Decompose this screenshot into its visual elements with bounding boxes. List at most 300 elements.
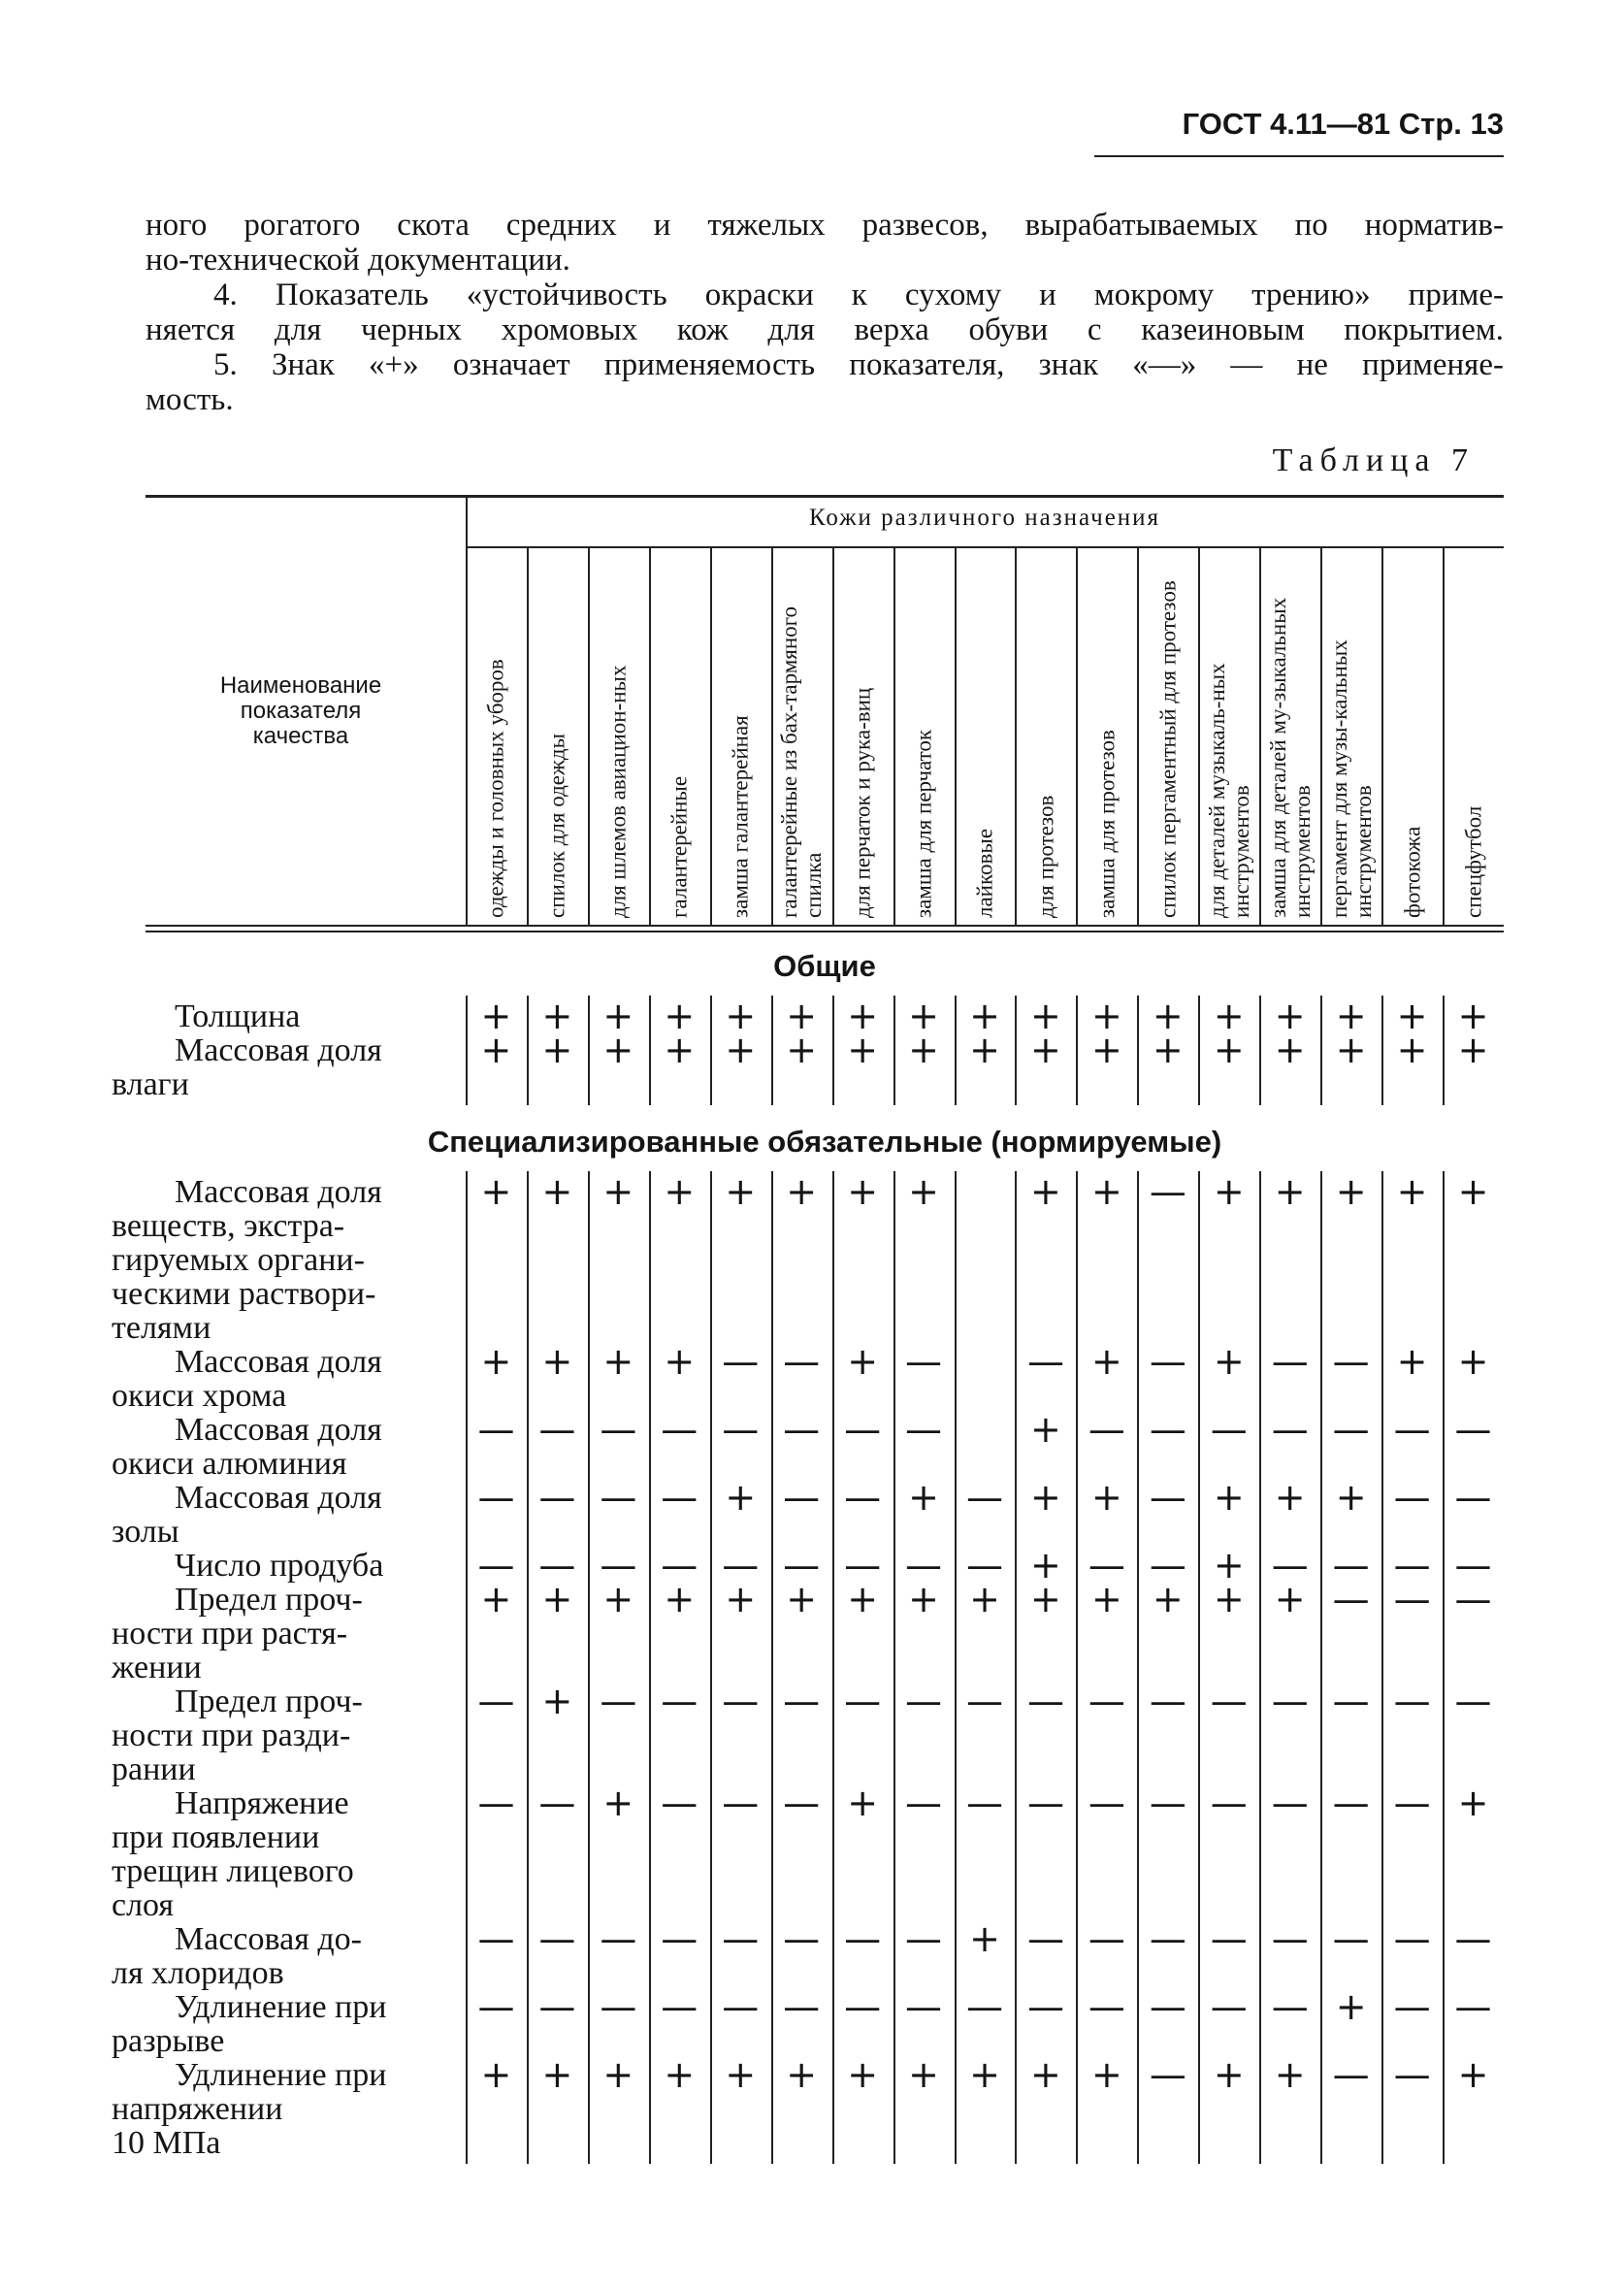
plus-mark: +	[908, 1170, 939, 1213]
dash-mark: —	[722, 1782, 760, 1824]
dash-mark: —	[1149, 1544, 1186, 1586]
plus-mark: +	[480, 1578, 512, 1620]
dash-mark: —	[905, 1544, 943, 1586]
dash-mark: —	[1332, 1408, 1370, 1451]
plus-mark: +	[725, 1029, 757, 1071]
intro-line: няется для черных хромовых кож для верха обуви с казеиновым покрытием.	[146, 312, 1504, 347]
plus-mark: +	[480, 1029, 512, 1071]
dash-mark: —	[905, 1782, 943, 1824]
dash-mark: —	[1393, 1680, 1431, 1722]
plus-mark: +	[969, 1917, 1000, 1960]
dash-mark: —	[844, 1544, 882, 1586]
body-vline	[1259, 1171, 1261, 2164]
dash-mark: —	[1088, 1544, 1125, 1586]
row-label-line: Напряжение	[175, 1785, 349, 1821]
dash-mark: —	[600, 1985, 637, 2028]
plus-mark: +	[1335, 1029, 1367, 1071]
dash-mark: —	[1271, 1917, 1309, 1960]
dash-mark: —	[477, 1680, 515, 1722]
plus-mark: +	[1335, 1170, 1367, 1213]
column-header	[771, 551, 832, 922]
body-vline	[1076, 1171, 1078, 2164]
plus-mark: +	[1457, 1170, 1489, 1213]
body-vline	[588, 996, 590, 1105]
dash-mark: —	[538, 1544, 576, 1586]
dash-mark: —	[1149, 1985, 1186, 2028]
plus-mark: +	[786, 1578, 818, 1620]
body-vline	[710, 996, 712, 1105]
plus-mark: +	[1213, 2053, 1245, 2096]
plus-mark: +	[969, 995, 1000, 1037]
plus-mark: +	[725, 2053, 757, 2096]
dash-mark: —	[966, 1782, 1003, 1824]
plus-mark: +	[1274, 1476, 1306, 1519]
header-bottom-rule	[146, 925, 1504, 927]
column-header	[1443, 551, 1504, 922]
dash-mark: —	[1393, 1578, 1431, 1620]
dash-mark: —	[1149, 1917, 1186, 1960]
dash-mark: —	[600, 1680, 637, 1722]
row-label-line: рании	[112, 1751, 196, 1787]
dash-mark: —	[1210, 1917, 1248, 1960]
dash-mark: —	[1088, 1680, 1125, 1722]
column-header-text: спилок для одежды	[544, 733, 569, 918]
name-header-line: показателя	[240, 698, 362, 724]
dash-mark: —	[1149, 1408, 1186, 1451]
row-label	[112, 1922, 456, 1990]
header-bottom-rule-2	[146, 931, 1504, 932]
body-vline	[1198, 996, 1200, 1105]
dash-mark: —	[1454, 1917, 1492, 1960]
body-vline	[1198, 1171, 1200, 2164]
plus-mark: +	[786, 2053, 818, 2096]
dash-mark: —	[477, 1782, 515, 1824]
plus-mark: +	[1396, 1170, 1428, 1213]
dash-mark: —	[661, 1917, 698, 1960]
plus-mark: +	[1090, 2053, 1122, 2096]
plus-mark: +	[1030, 2053, 1061, 2096]
dash-mark: —	[538, 1985, 576, 2028]
dash-mark: —	[1454, 1476, 1492, 1519]
plus-mark: +	[1030, 995, 1061, 1037]
body-vline	[1137, 1171, 1139, 2164]
plus-mark: +	[1213, 1029, 1245, 1071]
intro-text	[146, 208, 1504, 417]
dash-mark: —	[1088, 1917, 1125, 1960]
plus-mark: +	[541, 1340, 573, 1383]
dash-mark: —	[844, 1476, 882, 1519]
plus-mark: +	[725, 1578, 757, 1620]
dash-mark: —	[1210, 1680, 1248, 1722]
dash-mark: —	[538, 1408, 576, 1451]
column-header	[1320, 551, 1381, 922]
plus-mark: +	[1274, 995, 1306, 1037]
dash-mark: —	[1026, 1917, 1064, 1960]
plus-mark: +	[908, 995, 939, 1037]
body-vline	[1381, 996, 1383, 1105]
body-vline	[771, 996, 773, 1105]
row-label-line: Толщина	[175, 998, 301, 1034]
plus-mark: +	[1274, 2053, 1306, 2096]
dash-mark: —	[722, 1408, 760, 1451]
plus-mark: +	[847, 995, 879, 1037]
dash-mark: —	[1454, 1578, 1492, 1620]
body-vline	[649, 996, 651, 1105]
intro-line: 4. Показатель «устойчивость окраски к сухому и мокрому трению» приме-	[213, 278, 1504, 312]
plus-mark: +	[847, 1782, 879, 1824]
plus-mark: +	[602, 1170, 634, 1213]
body-vline	[1259, 996, 1261, 1105]
dash-mark: —	[1088, 1782, 1125, 1824]
column-header-text: для шлемов авиацион-ных	[605, 665, 631, 918]
dash-mark: —	[844, 1985, 882, 2028]
dash-mark: —	[783, 1476, 821, 1519]
dash-mark: —	[538, 1917, 576, 1960]
dash-mark: —	[1454, 1408, 1492, 1451]
dash-mark: —	[1210, 1408, 1248, 1451]
plus-mark: +	[1090, 1578, 1122, 1620]
dash-mark: —	[1088, 1985, 1125, 2028]
row-label-line: окиси алюминия	[112, 1446, 347, 1482]
plus-mark: +	[1152, 1578, 1184, 1620]
dash-mark: —	[1454, 1680, 1492, 1722]
column-header-text: спилок пергаментный для протезов	[1155, 580, 1181, 918]
dash-mark: —	[661, 1408, 698, 1451]
plus-mark: +	[541, 995, 573, 1037]
plus-mark: +	[1457, 1782, 1489, 1824]
body-vline	[1015, 996, 1017, 1105]
plus-mark: +	[725, 1476, 757, 1519]
row-label	[112, 1033, 456, 1101]
plus-mark: +	[1457, 995, 1489, 1037]
row-label-line: Массовая доля	[175, 1032, 382, 1068]
row-label-line: Массовая доля	[175, 1412, 382, 1448]
plus-mark: +	[541, 1578, 573, 1620]
plus-mark: +	[1396, 1029, 1428, 1071]
dash-mark: —	[1393, 1985, 1431, 2028]
dash-mark: —	[661, 1544, 698, 1586]
plus-mark: +	[664, 995, 696, 1037]
plus-mark: +	[786, 1029, 818, 1071]
plus-mark: +	[847, 2053, 879, 2096]
column-header	[1137, 551, 1198, 922]
plus-mark: +	[969, 2053, 1000, 2096]
column-header	[1198, 551, 1259, 922]
column-header-text: лайковые	[972, 828, 997, 918]
body-vline	[955, 1171, 957, 2164]
plus-mark: +	[602, 1340, 634, 1383]
body-vline	[649, 1171, 651, 2164]
plus-mark: +	[1030, 1408, 1061, 1451]
column-header	[893, 551, 955, 922]
column-header-text: одежды и головных уборов	[483, 659, 508, 918]
row-label-line: Удлинение при	[175, 2057, 387, 2093]
row-label-line: Удлинение при	[175, 1989, 387, 2025]
column-header	[710, 551, 771, 922]
dash-mark: —	[1210, 1985, 1248, 2028]
plus-mark: +	[602, 1578, 634, 1620]
dash-mark: —	[783, 1680, 821, 1722]
plus-mark: +	[725, 1170, 757, 1213]
column-header-text: фотокожа	[1400, 826, 1425, 918]
plus-mark: +	[602, 2053, 634, 2096]
dash-mark: —	[1149, 1170, 1186, 1213]
body-vline	[466, 1171, 468, 2164]
dash-mark: —	[538, 1782, 576, 1824]
dash-mark: —	[905, 1917, 943, 1960]
dash-mark: —	[1026, 1680, 1064, 1722]
plus-mark: +	[1090, 1029, 1122, 1071]
body-vline	[466, 996, 468, 1105]
intro-line: мость.	[146, 382, 234, 417]
dash-mark: —	[661, 1476, 698, 1519]
plus-mark: +	[1274, 1578, 1306, 1620]
dash-mark: —	[1026, 1985, 1064, 2028]
plus-mark: +	[664, 1170, 696, 1213]
column-header-text: замша для деталей му-зыкальных инструментов	[1265, 597, 1315, 918]
row-label-line: золы	[112, 1514, 179, 1550]
row-label-line: Массовая доля	[175, 1344, 382, 1380]
dash-mark: —	[1149, 2053, 1186, 2096]
dash-mark: —	[1393, 1408, 1431, 1451]
dash-mark: —	[844, 1917, 882, 1960]
plus-mark: +	[602, 1782, 634, 1824]
dash-mark: —	[1210, 1782, 1248, 1824]
plus-mark: +	[1335, 995, 1367, 1037]
dash-mark: —	[722, 1340, 760, 1383]
dash-mark: —	[661, 1782, 698, 1824]
plus-mark: +	[908, 2053, 939, 2096]
plus-mark: +	[725, 995, 757, 1037]
plus-mark: +	[1030, 1544, 1061, 1586]
row-label-line: гируемых органи-	[112, 1242, 365, 1278]
dash-mark: —	[1332, 1340, 1370, 1383]
table-top-rule	[146, 495, 1504, 498]
plus-mark: +	[541, 1170, 573, 1213]
dash-mark: —	[783, 1408, 821, 1451]
section-title: Специализированные обязательные (нормируемые)	[427, 1125, 1222, 1159]
body-vline	[1443, 996, 1445, 1105]
dash-mark: —	[1088, 1408, 1125, 1451]
dash-mark: —	[966, 1680, 1003, 1722]
dash-mark: —	[600, 1476, 637, 1519]
dash-mark: —	[600, 1917, 637, 1960]
plus-mark: +	[1090, 1340, 1122, 1383]
dash-mark: —	[966, 1544, 1003, 1586]
row-label-line: влаги	[112, 1066, 189, 1102]
plus-mark: +	[969, 1578, 1000, 1620]
row-label-line: Предел проч-	[175, 1582, 363, 1618]
plus-mark: +	[847, 1340, 879, 1383]
plus-mark: +	[1274, 1029, 1306, 1071]
column-header-text: галантерейные	[666, 775, 692, 918]
plus-mark: +	[480, 1340, 512, 1383]
dash-mark: —	[1149, 1680, 1186, 1722]
dash-mark: —	[1149, 1340, 1186, 1383]
plus-mark: +	[1213, 1544, 1245, 1586]
column-header-text: галантерейные из бах-тармяного спилка	[777, 605, 827, 918]
dash-mark: —	[905, 1408, 943, 1451]
body-vline	[1320, 996, 1322, 1105]
dash-mark: —	[966, 1985, 1003, 2028]
plus-mark: +	[1274, 1170, 1306, 1213]
plus-mark: +	[847, 1578, 879, 1620]
plus-mark: +	[847, 1170, 879, 1213]
body-vline	[710, 1171, 712, 2164]
dash-mark: —	[477, 1544, 515, 1586]
plus-mark: +	[1090, 995, 1122, 1037]
column-header	[832, 551, 893, 922]
row-label-line: веществ, экстра-	[112, 1208, 345, 1244]
plus-mark: +	[1152, 995, 1184, 1037]
plus-mark: +	[541, 1680, 573, 1722]
plus-mark: +	[480, 2053, 512, 2096]
dash-mark: —	[783, 1985, 821, 2028]
column-header-text: пергамент для музы-кальных инструментов	[1326, 639, 1376, 918]
name-column-header	[155, 673, 446, 749]
column-header	[527, 551, 588, 922]
plus-mark: +	[664, 2053, 696, 2096]
plus-mark: +	[908, 1029, 939, 1071]
plus-mark: +	[1457, 1029, 1489, 1071]
row-label	[112, 1583, 456, 1684]
row-label-line: телями	[112, 1310, 211, 1346]
column-header-text: для протезов	[1033, 795, 1058, 918]
plus-mark: +	[908, 1578, 939, 1620]
plus-mark: +	[1213, 1170, 1245, 1213]
plus-mark: +	[1030, 1578, 1061, 1620]
plus-mark: +	[1213, 995, 1245, 1037]
row-label	[112, 2058, 456, 2160]
row-label-line: ности при разди-	[112, 1717, 351, 1753]
row-label-line: при появлении	[112, 1819, 320, 1855]
dash-mark: —	[722, 1680, 760, 1722]
plus-mark: +	[1396, 1340, 1428, 1383]
header-rule	[1094, 155, 1504, 157]
row-label	[112, 1481, 456, 1549]
column-header-text: для деталей музыкаль-ных инструментов	[1204, 663, 1253, 918]
body-vline	[893, 996, 895, 1105]
column-header	[588, 551, 649, 922]
column-header-text: замша для протезов	[1094, 730, 1120, 918]
plus-mark: +	[480, 1170, 512, 1213]
dash-mark: —	[966, 1476, 1003, 1519]
row-label	[112, 1413, 456, 1481]
dash-mark: —	[477, 1917, 515, 1960]
body-vline	[1381, 1171, 1383, 2164]
dash-mark: —	[661, 1680, 698, 1722]
dash-mark: —	[477, 1476, 515, 1519]
row-label-line: слоя	[112, 1887, 175, 1923]
plus-mark: +	[847, 1029, 879, 1071]
dash-mark: —	[1149, 1476, 1186, 1519]
plus-mark: +	[969, 1029, 1000, 1071]
column-header-text: спецфутбол	[1461, 805, 1486, 918]
intro-line: ного рогатого скота средних и тяжелых развесов, вырабатываемых по норматив-	[146, 208, 1504, 243]
dash-mark: —	[1332, 1578, 1370, 1620]
plus-mark: +	[1457, 2053, 1489, 2096]
column-header	[955, 551, 1016, 922]
body-vline	[771, 1171, 773, 2164]
column-header	[1076, 551, 1137, 922]
dash-mark: —	[1271, 1782, 1309, 1824]
plus-mark: +	[664, 1029, 696, 1071]
column-header	[1259, 551, 1320, 922]
page-header: ГОСТ 4.11—81 Стр. 13	[1182, 107, 1504, 141]
plus-mark: +	[1030, 1029, 1061, 1071]
body-vline	[1137, 996, 1139, 1105]
plus-mark: +	[1213, 1340, 1245, 1383]
row-label-line: Массовая доля	[175, 1480, 382, 1516]
row-label-line: ности при растя-	[112, 1616, 348, 1651]
row-label-line: трещин лицевого	[112, 1853, 354, 1889]
column-header	[1381, 551, 1443, 922]
name-header-line: Наименование	[219, 672, 382, 699]
dash-mark: —	[1332, 1917, 1370, 1960]
row-label-line: 10 МПа	[112, 2125, 221, 2161]
dash-mark: —	[661, 1985, 698, 2028]
row-label-line: Массовая доля	[175, 1174, 382, 1210]
row-label-line: ля хлоридов	[112, 1955, 284, 1991]
group-header: Кожи различного назначения	[808, 505, 1161, 531]
dash-mark: —	[477, 1985, 515, 2028]
plus-mark: +	[602, 995, 634, 1037]
dash-mark: —	[722, 1544, 760, 1586]
plus-mark: +	[1030, 1476, 1061, 1519]
dash-mark: —	[1271, 1680, 1309, 1722]
dash-mark: —	[905, 1985, 943, 2028]
plus-mark: +	[1335, 1476, 1367, 1519]
table-caption: Таблица 7	[1272, 442, 1475, 478]
row-label-line: Число продуба	[175, 1548, 384, 1584]
dash-mark: —	[1393, 1544, 1431, 1586]
intro-line: 5. Знак «+» означает применяемость показателя, знак «—» — не применяе-	[213, 347, 1504, 382]
column-header	[466, 551, 527, 922]
dash-mark: —	[844, 1680, 882, 1722]
dash-mark: —	[1149, 1782, 1186, 1824]
dash-mark: —	[1332, 1544, 1370, 1586]
plus-mark: +	[480, 995, 512, 1037]
plus-mark: +	[1457, 1340, 1489, 1383]
dash-mark: —	[844, 1408, 882, 1451]
dash-mark: —	[1026, 1340, 1064, 1383]
plus-mark: +	[1090, 1170, 1122, 1213]
dash-mark: —	[1332, 2053, 1370, 2096]
group-header-rule	[466, 546, 1504, 548]
body-vline	[1320, 1171, 1322, 2164]
plus-mark: +	[786, 995, 818, 1037]
body-vline	[1015, 1171, 1017, 2164]
row-label	[112, 1684, 456, 1786]
dash-mark: —	[477, 1408, 515, 1451]
row-label	[112, 1549, 456, 1583]
row-label-line: напряжении	[112, 2091, 283, 2127]
body-vline	[832, 1171, 834, 2164]
row-label-line: Массовая до-	[175, 1921, 362, 1957]
row-label	[112, 1175, 456, 1345]
intro-line: но-технической документации.	[146, 243, 570, 278]
plus-mark: +	[1090, 1476, 1122, 1519]
plus-mark: +	[664, 1340, 696, 1383]
dash-mark: —	[905, 1680, 943, 1722]
name-header-line: качества	[252, 723, 349, 749]
row-label	[112, 1990, 456, 2058]
row-label-line: окиси хрома	[112, 1378, 287, 1414]
dash-mark: —	[722, 1985, 760, 2028]
dash-mark: —	[538, 1476, 576, 1519]
dash-mark: —	[1271, 1985, 1309, 2028]
plus-mark: +	[908, 1476, 939, 1519]
